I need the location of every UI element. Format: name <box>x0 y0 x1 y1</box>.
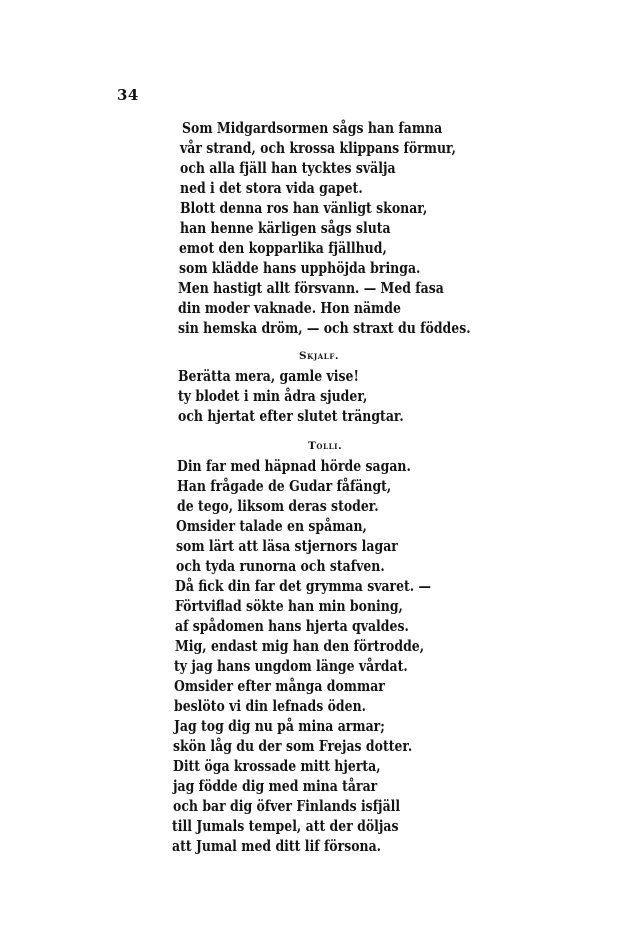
verse-line: Ditt öga krossade mitt hjerta, <box>173 758 381 775</box>
verse-line: sin hemska dröm, — och straxt du föddes. <box>178 320 471 337</box>
verse-line: som lärt att läsa stjernors lagar <box>176 538 398 555</box>
verse-line: han henne kärligen sågs sluta <box>180 220 391 237</box>
verse-line: Jag tog dig nu på mina armar; <box>174 718 385 735</box>
verse-line: Förtviflad sökte han min boning, <box>175 598 403 615</box>
verse-line: din moder vaknade. Hon nämde <box>178 300 401 317</box>
verse-line: Omsider efter många dommar <box>174 678 385 695</box>
verse-line: Då fick din far det grymma svaret. — <box>175 578 431 595</box>
verse-line: och alla fjäll han tycktes svälja <box>180 160 396 177</box>
verse-line: Omsider talade en spåman, <box>176 518 367 535</box>
verse-line: Som Midgardsormen sågs han famna <box>182 120 443 137</box>
speaker-name: Skjalf. <box>299 350 340 362</box>
verse-line: Mig, endast mig han den förtrodde, <box>175 638 425 655</box>
verse-line: skön låg du der som Frejas dotter. <box>173 738 413 755</box>
verse-line: beslöto vi din lefnads öden. <box>174 698 366 715</box>
page-number: 34 <box>117 86 139 104</box>
verse-line: af spådomen hans hjerta qvaldes. <box>175 618 409 635</box>
verse-line: ty blodet i min ådra sjuder, <box>178 388 368 405</box>
speaker-name: Tolli. <box>308 440 343 452</box>
verse-line: och hjertat efter slutet trängtar. <box>178 408 404 425</box>
verse-line: Din far med häpnad hörde sagan. <box>177 458 411 475</box>
verse-line: att Jumal med ditt lif försona. <box>172 838 382 855</box>
verse-line: ty jag hans ungdom länge vårdat. <box>174 658 408 675</box>
verse-line: Blott denna ros han vänligt skonar, <box>180 200 428 217</box>
verse-line: Berätta mera, gamle vise! <box>178 368 359 385</box>
verse-line: jag födde dig med mina tårar <box>173 778 378 795</box>
verse-line: emot den kopparlika fjällhud, <box>179 240 387 257</box>
verse-line: Han frågade de Gudar fåfängt, <box>177 478 392 495</box>
verse-line: och tyda runorna och stafven. <box>176 558 385 575</box>
verse-line: vår strand, och krossa klippans förmur, <box>180 140 457 157</box>
verse-line: de tego, liksom deras stoder. <box>177 498 379 515</box>
verse-line: ned i det stora vida gapet. <box>180 180 363 197</box>
verse-line: Men hastigt allt försvann. — Med fasa <box>178 280 444 297</box>
verse-line: som klädde hans upphöjda bringa. <box>179 260 421 277</box>
verse-line: till Jumals tempel, att der döljas <box>172 818 399 835</box>
verse-line: och bar dig öfver Finlands isfjäll <box>173 798 401 815</box>
